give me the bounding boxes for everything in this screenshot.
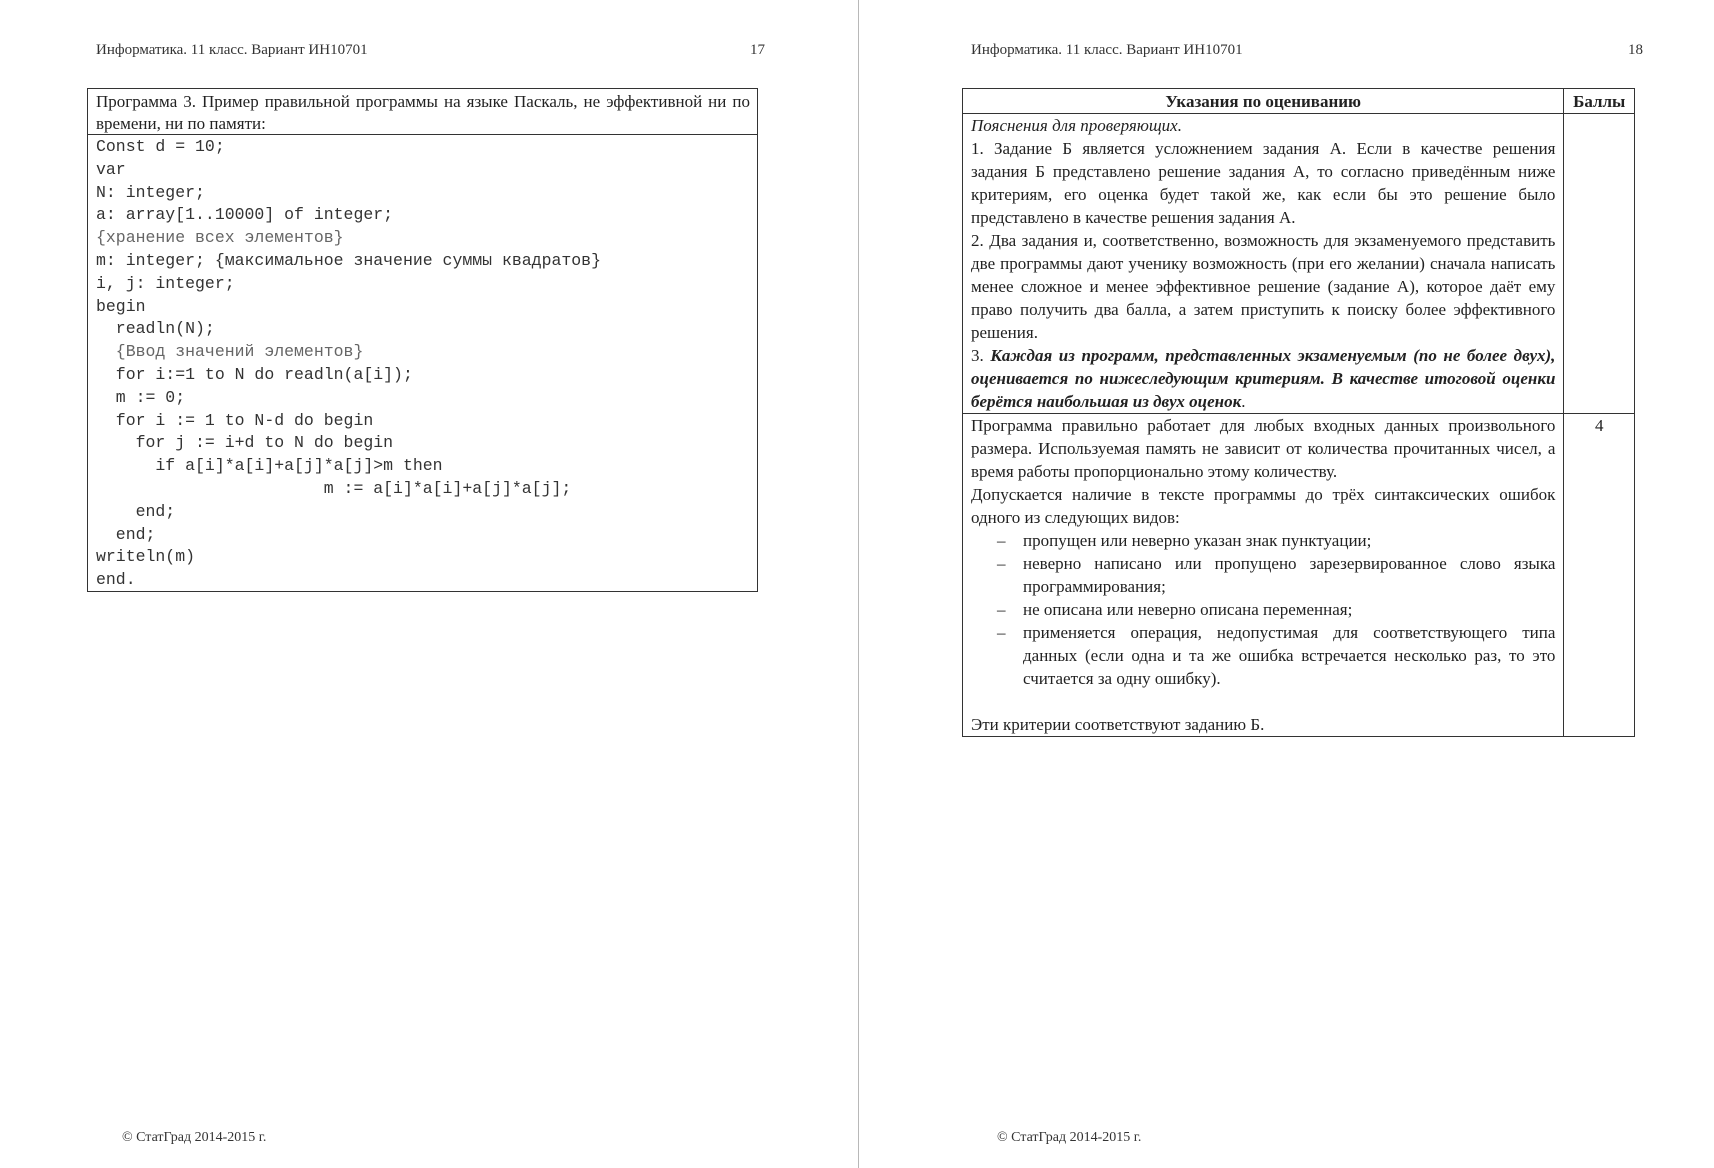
code-line: for i := 1 to N-d do begin	[96, 410, 374, 430]
page-footer: © СтатГрад 2014-2015 г.	[997, 1130, 1142, 1145]
list-item: – неверно написано или пропущено зарезервированное слово языка программирования;	[997, 554, 1556, 596]
code-line: writeln(m)	[96, 547, 196, 567]
points-cell: 4	[1564, 414, 1635, 737]
list-item: – не описана или неверно описана переменная;	[997, 600, 1353, 619]
code-line: Const d = 10;	[96, 137, 225, 156]
list-item: – пропущен или неверно указан знак пунктуации;	[997, 531, 1372, 550]
code-line: N: integer;	[96, 182, 205, 202]
note-3-number: 3.	[971, 346, 984, 365]
code-line: if a[i]*a[i]+a[j]*a[j]>m then	[96, 456, 443, 476]
code-line: end;	[96, 501, 176, 521]
page-header: Информатика. 11 класс. Вариант ИН10701	[971, 42, 1243, 58]
note-3-emphasis: Каждая из программ, представленных экзаменуемым (по не более двух), оценивается по нижеследующим критериям. В качестве итоговой оценки берётся наибольшая из двух оценок	[971, 346, 1556, 411]
note-2: 2. Два задания и, соответственно, возможность для экзаменуемого представить две программы дают ученику возможность (при его желании) сначала написать менее сложное и менее эффективное решение (задание А), которое даёт ему право получить два балла, а затем приступить к поиску более эффективного решения.	[971, 231, 1556, 342]
criterion-cell	[963, 414, 1564, 737]
code-line: end.	[96, 570, 136, 590]
criterion-text: Программа правильно работает для любых входных данных произвольного размера. Используемая память не зависит от количества прочитанных чисел, а время работы пропорционально этому количеству.	[971, 416, 1556, 481]
code-line: for i:=1 to N do readln(a[i]);	[96, 364, 413, 384]
criterion-row	[963, 414, 1635, 737]
code-line: end;	[96, 524, 156, 544]
code-line: m := 0;	[96, 387, 186, 407]
code-line: for j := i+d to N do begin	[96, 433, 394, 453]
notes-row	[963, 114, 1635, 414]
code-line: m: integer; {максимальное значение суммы квадратов}	[96, 250, 601, 270]
code-line: a: array[1..10000] of integer;	[96, 205, 394, 225]
code-line: readln(N);	[96, 319, 215, 339]
code-listing	[88, 135, 757, 593]
note-1: 1. Задание Б является усложнением задания А. Если в качестве решения задания Б представлено решение задания А, то согласно приведённым ниже критериям, его оценка будет такой же, как если бы это решение было представлено в качестве решения задания А.	[971, 139, 1556, 227]
notes-points-cell	[1564, 114, 1635, 414]
criterion-footer: Эти критерии соответствуют заданию Б.	[971, 715, 1265, 734]
page-number: 17	[750, 42, 765, 58]
page-divider	[858, 0, 859, 1168]
errors-intro: Допускается наличие в тексте программы до трёх синтаксических ошибок одного из следующих видов:	[971, 485, 1556, 527]
notes-title: Пояснения для проверяющих.	[971, 116, 1182, 135]
note-3	[971, 344, 1555, 413]
criteria-column-header: Указания по оцениванию	[963, 89, 1564, 114]
list-item: – применяется операция, недопустимая для соответствующего типа данных (если одна и та же ошибка встречается несколько раз, то это считается за одну ошибку).	[997, 623, 1556, 688]
code-line: m := a[i]*a[i]+a[j]*a[j];	[96, 478, 572, 498]
code-comment: {хранение всех элементов}	[96, 228, 344, 248]
code-comment: {Ввод значений элементов}	[96, 342, 364, 362]
code-line: var	[96, 159, 126, 179]
page-header: Информатика. 11 класс. Вариант ИН10701	[96, 42, 368, 58]
notes-cell	[963, 114, 1564, 414]
code-line: i, j: integer;	[96, 273, 235, 293]
page-footer: © СтатГрад 2014-2015 г.	[122, 1130, 267, 1145]
note-3-end: .	[1241, 392, 1246, 411]
page-number: 18	[1628, 42, 1643, 58]
program-title: Программа 3. Пример правильной программы на языке Паскаль, не эффективной ни по времени, ни по памяти:	[88, 89, 757, 135]
points-column-header: Баллы	[1564, 89, 1635, 114]
criteria-table	[962, 88, 1635, 737]
program-box	[87, 88, 758, 592]
errors-list	[971, 529, 1555, 690]
code-line: begin	[96, 296, 146, 316]
